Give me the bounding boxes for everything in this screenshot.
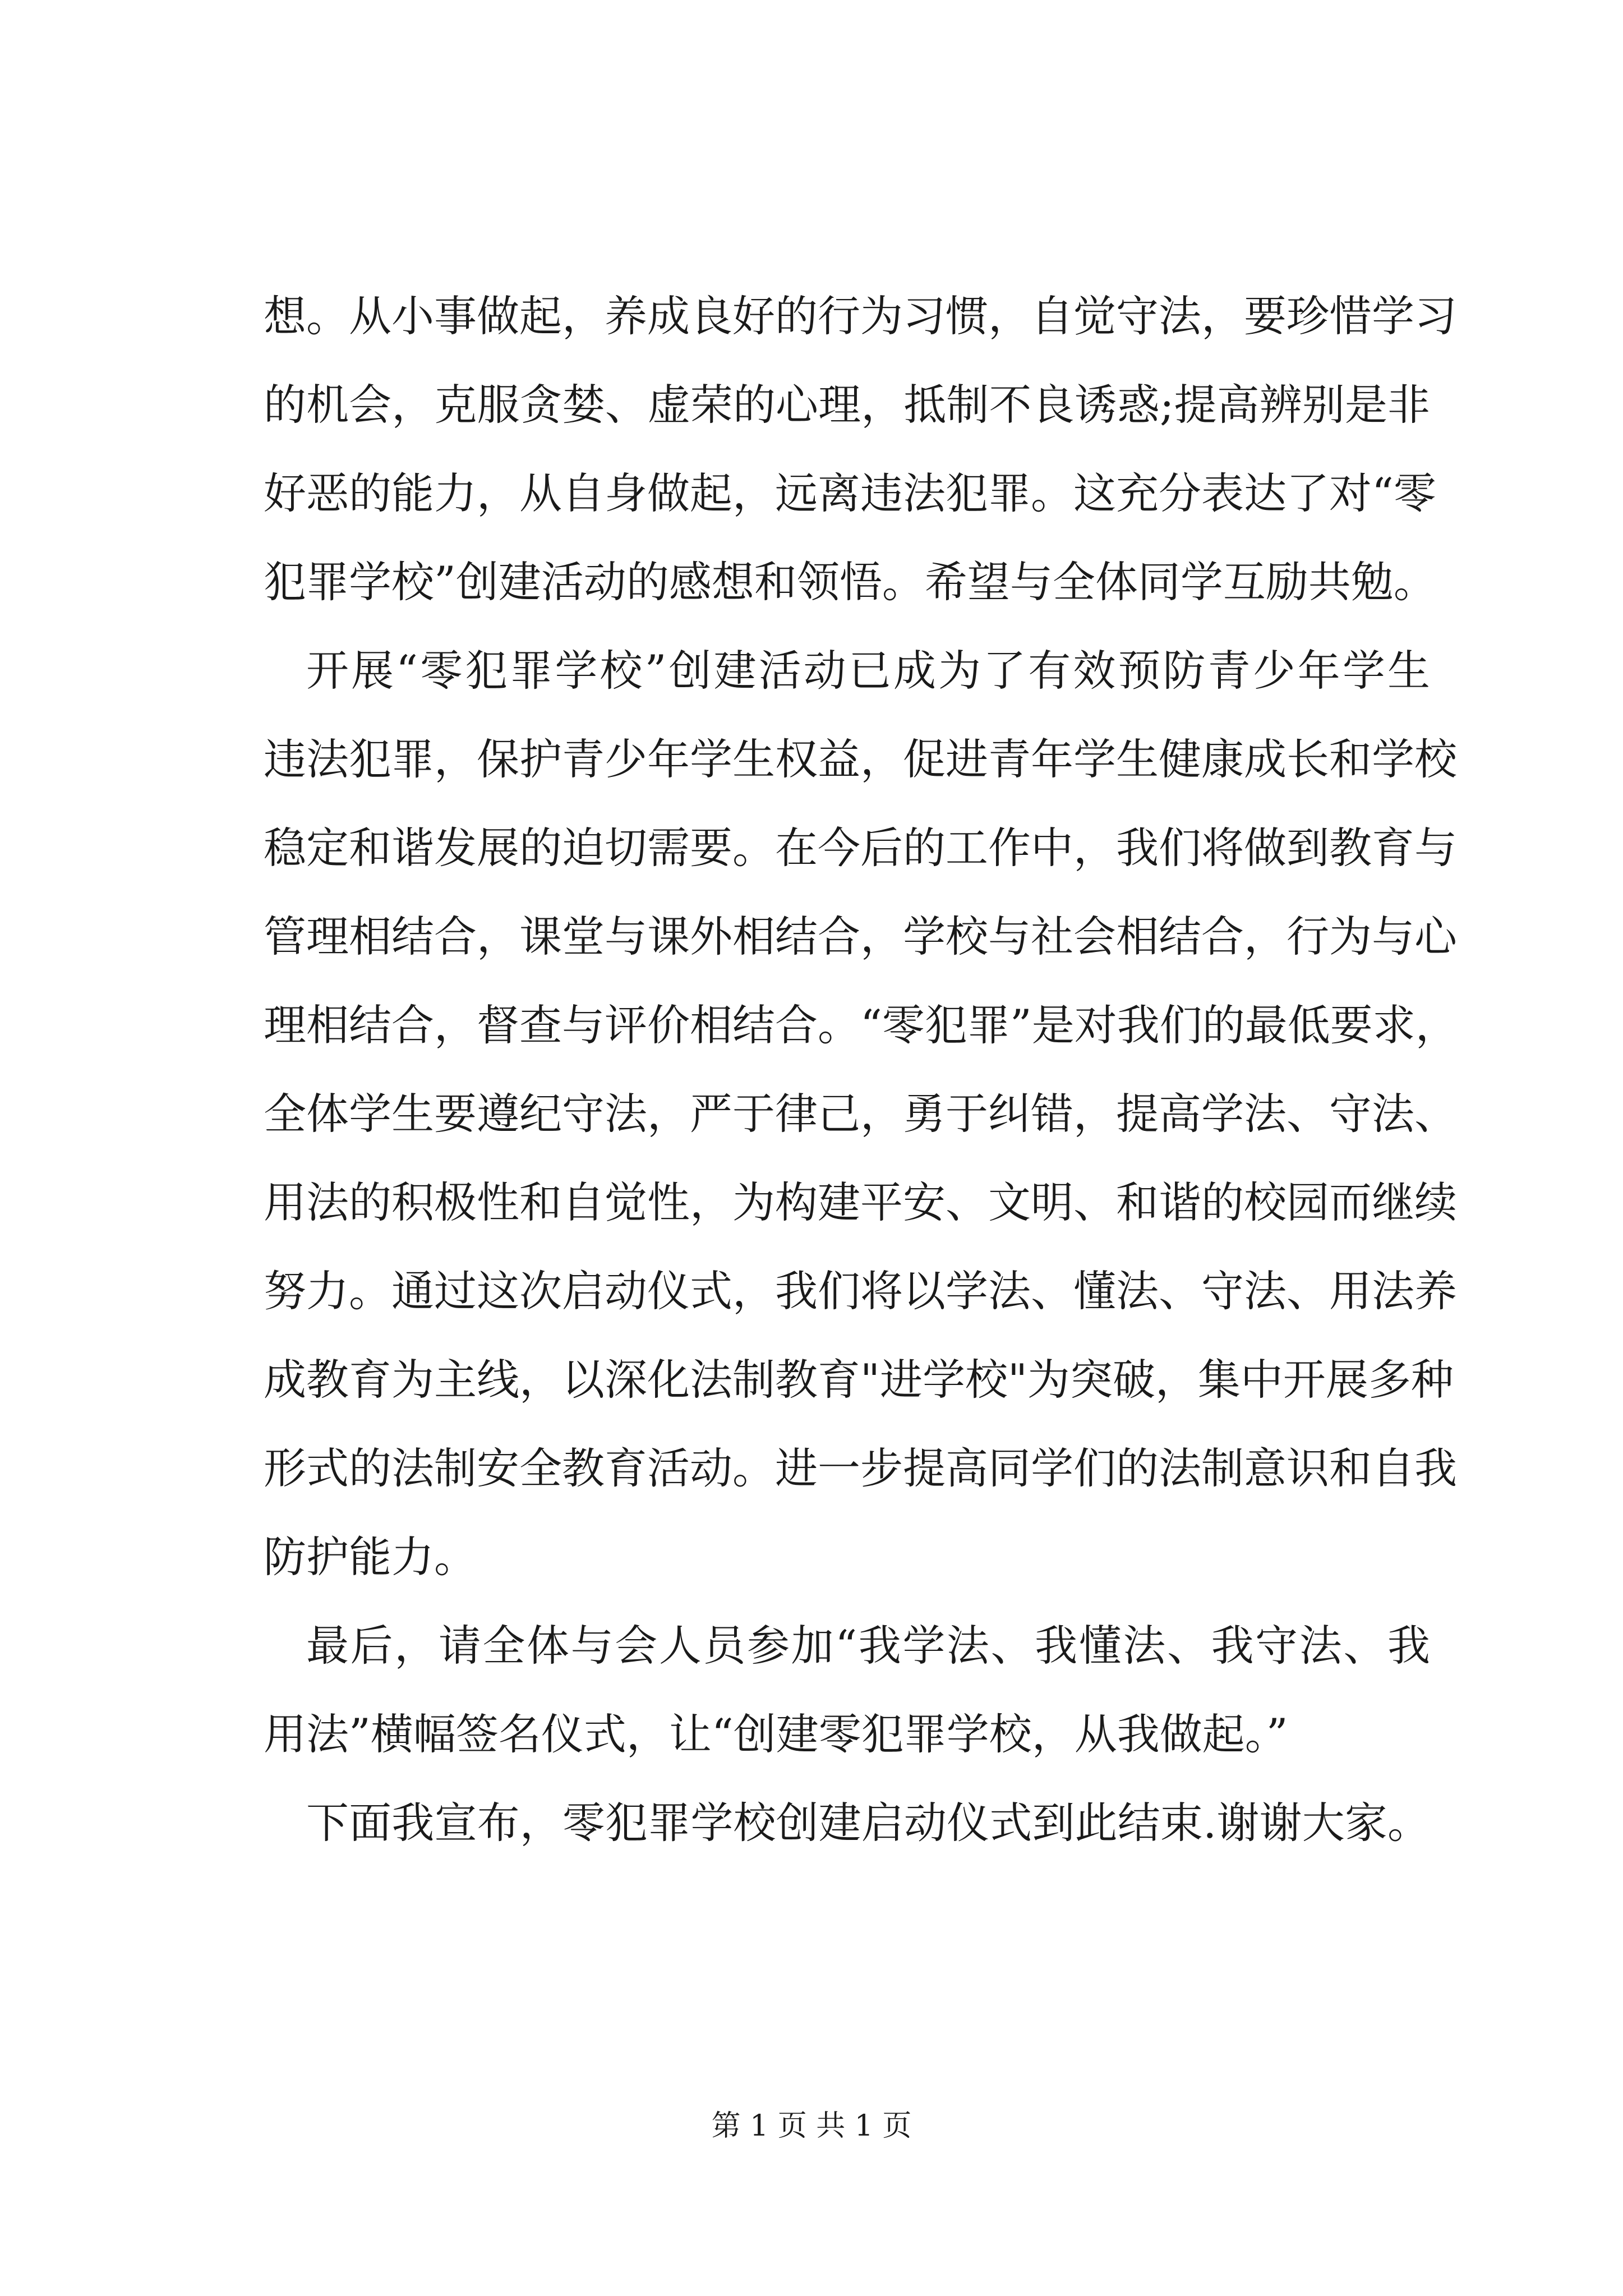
paragraph-2-line-10: 形式的法制安全教育活动。进一步提高同学们的法制意识和自我 [264,1443,1457,1493]
paragraph-2-line-8: 努力。通过这次启动仪式，我们将以学法、懂法、守法、用法养 [264,1266,1457,1316]
paragraph-3-line-1: 最后，请全体与会人员参加“我学法、我懂法、我守法、我 [306,1621,1430,1671]
paragraph-1-line-3: 好恶的能力，从自身做起，远离违法犯罪。这充分表达了对“零 [264,468,1436,518]
document-body [264,272,1458,1867]
paragraph-2-line-3: 稳定和谐发展的迫切需要。在今后的工作中，我们将做到教育与 [264,823,1457,873]
paragraph-2-line-2: 违法犯罪，保护青少年学生权益，促进青年学生健康成长和学校 [264,734,1457,784]
paragraph-1-line-2: 的机会，克服贪婪、虚荣的心理，抵制不良诱惑;提高辨别是非 [264,380,1430,430]
page-number-footer: 第 1 页 共 1 页 [711,2109,912,2143]
paragraph-2-line-1: 开展“零犯罪学校”创建活动已成为了有效预防青少年学生 [306,646,1430,696]
paragraph-2-line-11: 防护能力。 [264,1532,477,1582]
paragraph-2-line-5: 理相结合，督查与评价相结合。“零犯罪”是对我们的最低要求， [264,1000,1458,1050]
paragraph-4-line-1: 下面我宣布，零犯罪学校创建启动仪式到此结束.谢谢大家。 [306,1798,1430,1848]
paragraph-2-line-4: 管理相结合，课堂与课外相结合，学校与社会相结合，行为与心 [264,912,1457,961]
paragraph-1-line-4: 犯罪学校”创建活动的感想和领悟。希望与全体同学互励共勉。 [264,557,1436,607]
paragraph-2-line-9: 成教育为主线，以深化法制教育"进学校"为突破，集中开展多种 [264,1355,1454,1405]
paragraph-1-line-1: 想。从小事做起，养成良好的行为习惯，自觉守法，要珍惜学习 [264,291,1457,341]
paragraph-2-line-7: 用法的积极性和自觉性，为构建平安、文明、和谐的校园而继续 [264,1177,1457,1227]
paragraph-3-line-2: 用法”横幅签名仪式，让“创建零犯罪学校，从我做起。” [264,1709,1288,1759]
paragraph-2-line-6: 全体学生要遵纪守法，严于律己，勇于纠错，提高学法、守法、 [264,1089,1457,1139]
